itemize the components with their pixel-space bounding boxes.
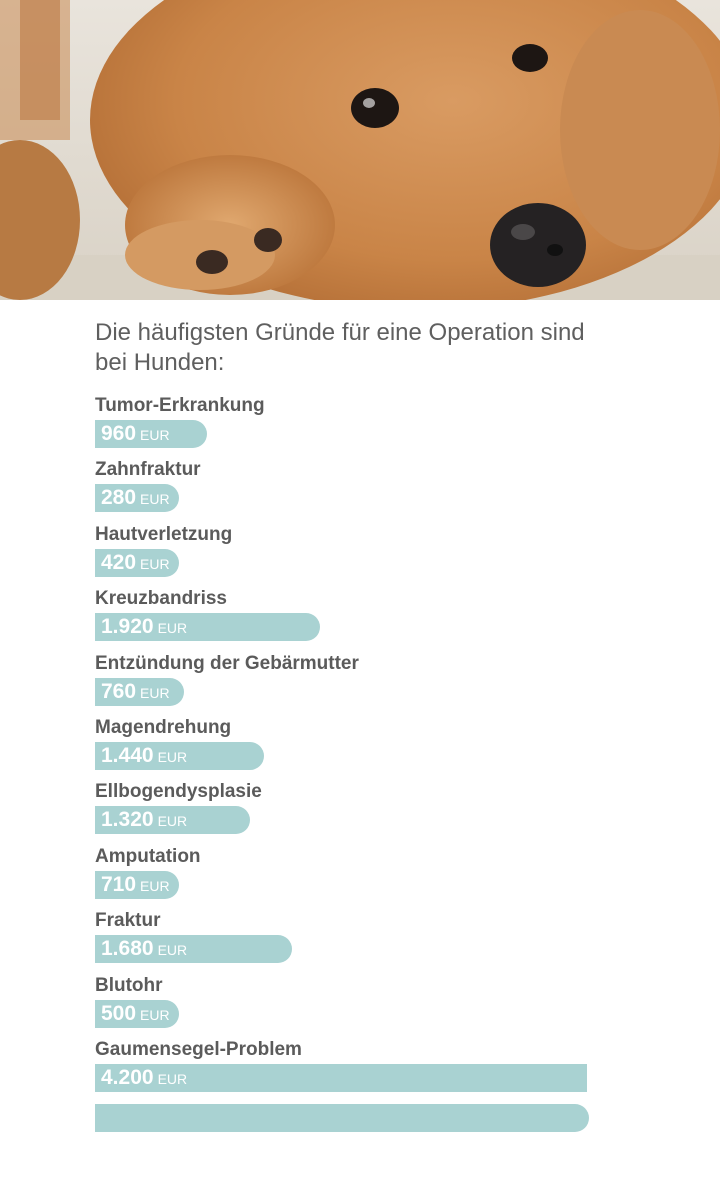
bar-value-unit: EUR [157,1070,188,1087]
bar [95,1064,587,1092]
bar-row [95,845,695,909]
category-label: Tumor-Erkrankung [95,395,265,416]
bar-value-unit: EUR [157,620,188,637]
bar-row [95,716,695,780]
bar-row [95,1038,695,1102]
surgery-cost-chart [95,318,695,1102]
bar-row [95,458,695,522]
bar-value-label [101,421,170,448]
category-label: Zahnfraktur [95,459,201,481]
bar-value-number: 710 [101,872,137,896]
bar [95,806,250,834]
trailing-bar [95,1104,589,1132]
bar-value-label [101,485,170,512]
bar-value-label [101,807,187,834]
bar-value-number: 500 [101,1001,137,1025]
bar-value-unit: EUR [140,684,170,701]
bar [95,742,264,770]
bar [95,484,179,512]
bar-value-label [101,872,170,899]
bar-row [95,652,695,716]
bar-value-number: 1.320 [101,808,154,832]
bar [95,613,320,641]
category-label: Ellbogendysplasie [95,781,262,803]
bar [95,420,207,448]
bar-value-number: 4.200 [101,1065,154,1089]
bar-value-number: 1.440 [101,743,154,767]
category-label: Blutohr [95,974,163,996]
bar-row [95,909,695,973]
chart-title: Die häufigsten Gründe für eine Operation sind bei Hunden: [95,319,585,376]
bar-value-number: 280 [101,486,137,510]
bar [95,871,179,899]
bar [95,678,184,706]
category-label: Kreuzbandriss [95,588,227,610]
bar-value-number: 960 [101,422,137,445]
bar-value-label [101,550,170,577]
bar-value-unit: EUR [157,813,188,830]
bar-value-unit: EUR [157,748,188,765]
category-label: Magendrehung [95,716,232,738]
category-label: Hautverletzung [95,523,233,545]
bar-value-number: 1.920 [101,615,154,639]
bar-value-label [101,614,187,641]
bar-value-unit: EUR [140,491,170,508]
bar-value-label [101,1065,187,1092]
bar-value-unit: EUR [140,427,170,443]
category-label: Fraktur [95,910,161,932]
bar-value-unit: EUR [140,1006,170,1023]
bar-value-number: 760 [101,679,137,703]
chart-rows [95,394,695,1102]
category-label: Amputation [95,845,201,867]
bar-value-label [101,936,187,963]
bar-row [95,394,695,458]
category-label: Gaumensegel-Problem [95,1038,302,1060]
bar-value-label [101,743,187,770]
bar-value-label [101,1001,170,1028]
bar [95,549,179,577]
bar-row [95,523,695,587]
bar-row [95,974,695,1038]
bar-row [95,587,695,651]
bar-row [95,780,695,844]
bar-value-unit: EUR [140,877,170,894]
bar-value-unit: EUR [157,942,188,959]
bar-value-unit: EUR [140,555,170,572]
bar-value-number: 420 [101,550,137,574]
dog-photo [0,0,720,300]
bar [95,935,292,963]
dog-photo-icon [0,0,720,300]
bar-value-label [101,679,170,706]
category-label: Entzündung der Gebärmutter [95,652,359,674]
bar [95,1000,179,1028]
bar-value-number: 1.680 [101,937,154,961]
